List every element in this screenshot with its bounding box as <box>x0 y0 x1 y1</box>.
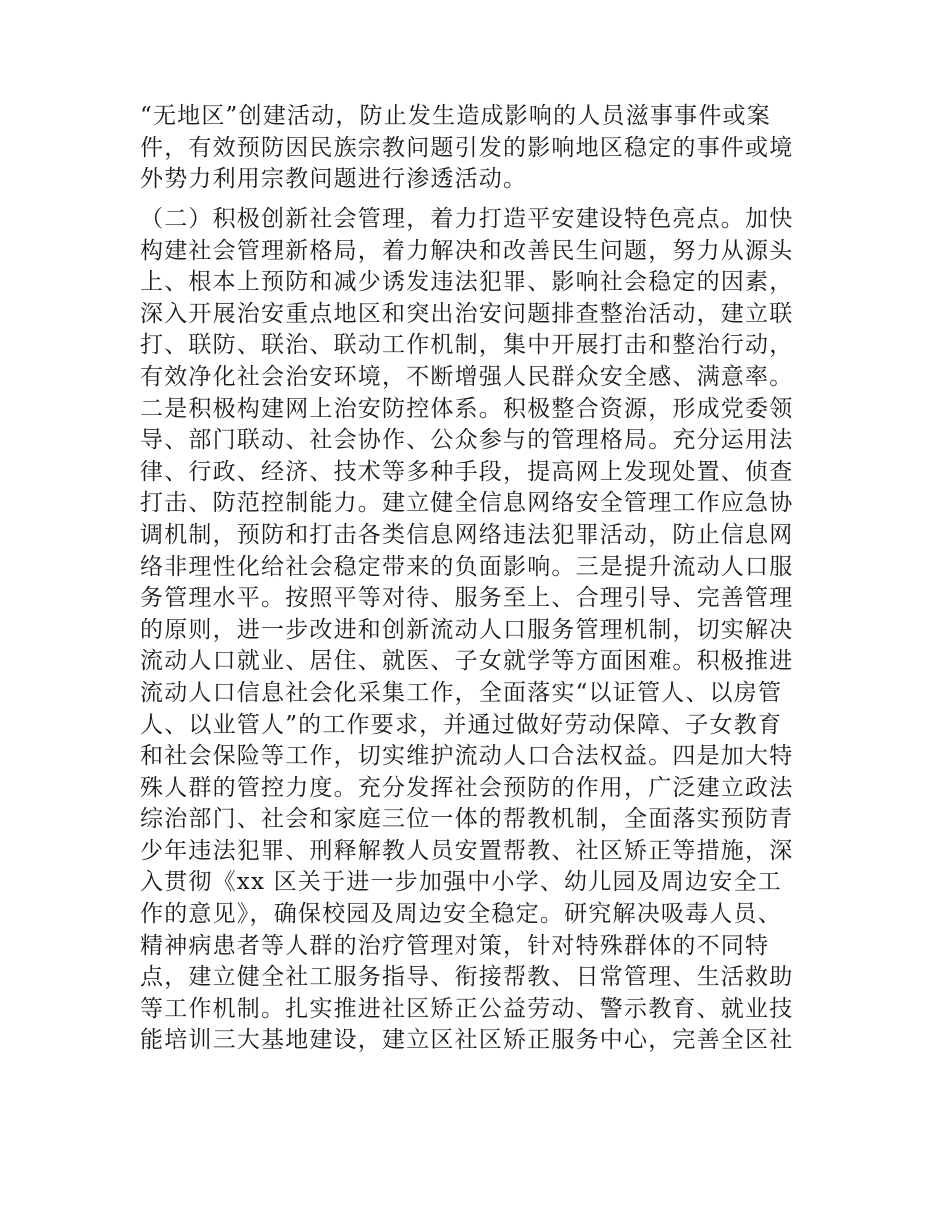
text-line: 和社会保险等工作，切实维护流动人口合法权益。四是加大特 <box>140 743 794 770</box>
text-line: 深入开展治安重点地区和突出治安问题排查整治活动，建立联 <box>140 300 794 327</box>
text-line: 能培训三大基地建设，建立区社区矫正服务中心，完善全区社 <box>140 1027 794 1054</box>
text-line: “无地区”创建活动，防止发生造成影响的人员滋事事件或案 <box>140 103 771 129</box>
text-line: 外势力利用宗教问题进行渗透活动。 <box>140 166 528 193</box>
text-line: 作的意见》，确保校园及周边安全稳定。研究解决吸毒人员、 <box>140 901 782 928</box>
text-line: 络非理性化给社会稳定带来的负面影响。三是提升流动人口服 <box>140 553 794 580</box>
text-line: 调机制，预防和打击各类信息网络违法犯罪活动，防止信息网 <box>140 521 794 548</box>
text-line: 精神病患者等人群的治疗管理对策，针对特殊群体的不同特 <box>140 932 770 959</box>
text-line: 律、行政、经济、技术等多种手段，提高网上发现处置、侦查 <box>140 458 794 485</box>
text-line: 人、以业管人”的工作要求，并通过做好劳动保障、子女教育 <box>140 711 783 738</box>
text-line: 综治部门、社会和家庭三位一体的帮教机制，全面落实预防青 <box>140 806 794 833</box>
text-line: 入贯彻《xx 区关于进一步加强中小学、幼儿园及周边安全工 <box>140 869 782 896</box>
text-line: 流动人口就业、居住、就医、子女就学等方面困难。积极推进 <box>140 648 794 675</box>
text-line: 打击、防范控制能力。建立健全信息网络安全管理工作应急协 <box>140 490 794 517</box>
text-line: 殊人群的管控力度。充分发挥社会预防的作用，广泛建立政法 <box>140 774 794 801</box>
text-line: 少年违法犯罪、刑释解教人员安置帮教、社区矫正等措施，深 <box>140 837 794 864</box>
paragraph-1 <box>140 101 820 196</box>
text-line: 流动人口信息社会化采集工作，全面落实“以证管人、以房管 <box>140 679 783 706</box>
text-line: （二）积极创新社会管理，着力打造平安建设特色亮点。加快 <box>140 206 794 232</box>
text-line: 上、根本上预防和减少诱发违法犯罪、影响社会稳定的因素， <box>140 269 794 296</box>
text-line: 导、部门联动、社会协作、公众参与的管理格局。充分运用法 <box>140 427 794 454</box>
text-line: 二是积极构建网上治安防控体系。积极整合资源，形成党委领 <box>140 395 794 422</box>
text-line: 有效净化社会治安环境，不断增强人民群众安全感、满意率。 <box>140 363 794 390</box>
paragraph-2 <box>140 204 820 1057</box>
text-line: 等工作机制。扎实推进社区矫正公益劳动、警示教育、就业技 <box>140 995 794 1022</box>
text-line: 件，有效预防因民族宗教问题引发的影响地区稳定的事件或境 <box>140 134 794 161</box>
text-line: 点，建立健全社工服务指导、衔接帮教、日常管理、生活救助 <box>140 964 794 991</box>
text-line: 的原则，进一步改进和创新流动人口服务管理机制，切实解决 <box>140 616 794 643</box>
text-line: 构建社会管理新格局，着力解决和改善民生问题，努力从源头 <box>140 237 794 264</box>
text-line: 务管理水平。按照平等对待、服务至上、合理引导、完善管理 <box>140 585 794 612</box>
text-line: 打、联防、联治、联动工作机制，集中开展打击和整治行动， <box>140 332 794 359</box>
